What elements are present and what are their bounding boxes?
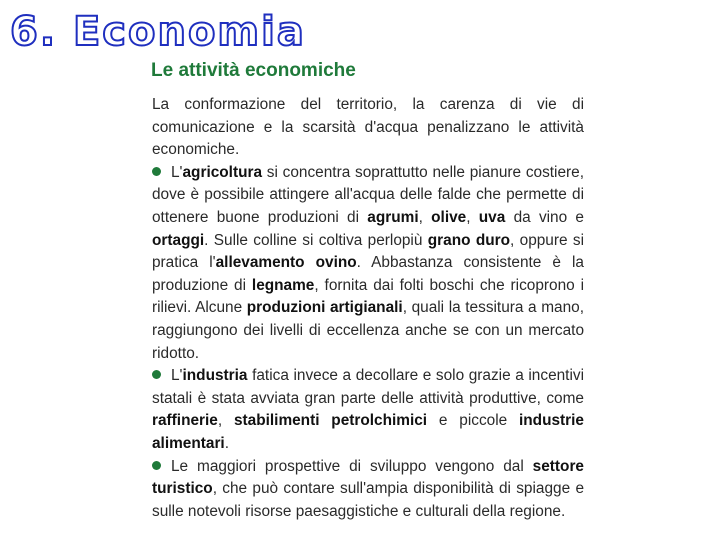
text-run: . xyxy=(224,434,229,452)
keyword-ortaggi: ortaggi xyxy=(152,231,205,249)
text-run: da vino e xyxy=(505,208,584,226)
slide-title: 6. Economia xyxy=(10,9,306,55)
text-run: fatica invece a decollare e solo grazie a incentivi statali è stata avviata gran parte delle attività produttive, come xyxy=(152,367,584,407)
text-run: . Abbastanza consistente è la produzione di xyxy=(152,254,584,294)
keyword-uva: uva xyxy=(478,208,506,226)
section-heading: Le attività economiche xyxy=(151,60,356,81)
keyword-olive: olive xyxy=(431,208,467,226)
intro-paragraph: La conformazione del territorio, la carenza di vie di comunicazione e la scarsità d'acqua penalizzano le attività economiche. xyxy=(152,96,584,159)
keyword-produzioni-artigianali: produzioni artigianali xyxy=(246,299,403,317)
bullet-icon xyxy=(152,167,161,176)
text-run: L' xyxy=(171,367,183,385)
text-run: Le maggiori prospettive di sviluppo vengono dal xyxy=(171,457,533,475)
text-run: , oppure si pratica l' xyxy=(152,231,584,272)
article-body xyxy=(152,94,584,523)
text-run: , fornita dai folti boschi che ricoprono i rilievi. Alcune xyxy=(152,276,585,317)
keyword-raffinerie: raffinerie xyxy=(152,412,218,430)
keyword-industria: industria xyxy=(182,367,248,385)
industry-paragraph xyxy=(152,365,584,455)
text-run: , quali la tessitura a mano, raggiungono dei livelli di eccellenza anche se con un mercato ridotto. xyxy=(152,299,584,362)
keyword-agrumi: agrumi xyxy=(367,208,419,226)
text-run: . Sulle colline si coltiva perlopiù xyxy=(204,231,428,249)
text-run: , xyxy=(466,208,479,226)
keyword-settore-turistico: settore turistico xyxy=(152,457,584,498)
keyword-grano-duro: grano duro xyxy=(427,231,511,249)
text-run: , xyxy=(217,412,234,430)
keyword-industrie-alimentari: industrie alimentari xyxy=(152,412,584,452)
keyword-legname: legname xyxy=(251,276,315,294)
keyword-allevamento-ovino: allevamento ovino xyxy=(215,254,357,272)
agriculture-paragraph xyxy=(152,162,584,365)
tourism-paragraph xyxy=(152,456,584,524)
keyword-agricoltura: agricoltura xyxy=(182,163,263,181)
text-run: , xyxy=(418,208,432,226)
keyword-stabilimenti-petrolchimici: stabilimenti petrolchimici xyxy=(233,412,428,430)
text-run: L' xyxy=(171,163,183,181)
text-run: e piccole xyxy=(427,412,519,430)
text-run: , che può contare sull'ampia disponibilità di spiagge e sulle notevoli risorse paesaggistiche e culturali della regione. xyxy=(152,480,584,520)
bullet-icon xyxy=(152,370,161,379)
bullet-icon xyxy=(152,461,161,470)
text-run: si concentra soprattutto nelle pianure costiere, dove è possibile attingere all'acqua delle falde che permette di ottenere buone produzioni di xyxy=(152,163,584,226)
